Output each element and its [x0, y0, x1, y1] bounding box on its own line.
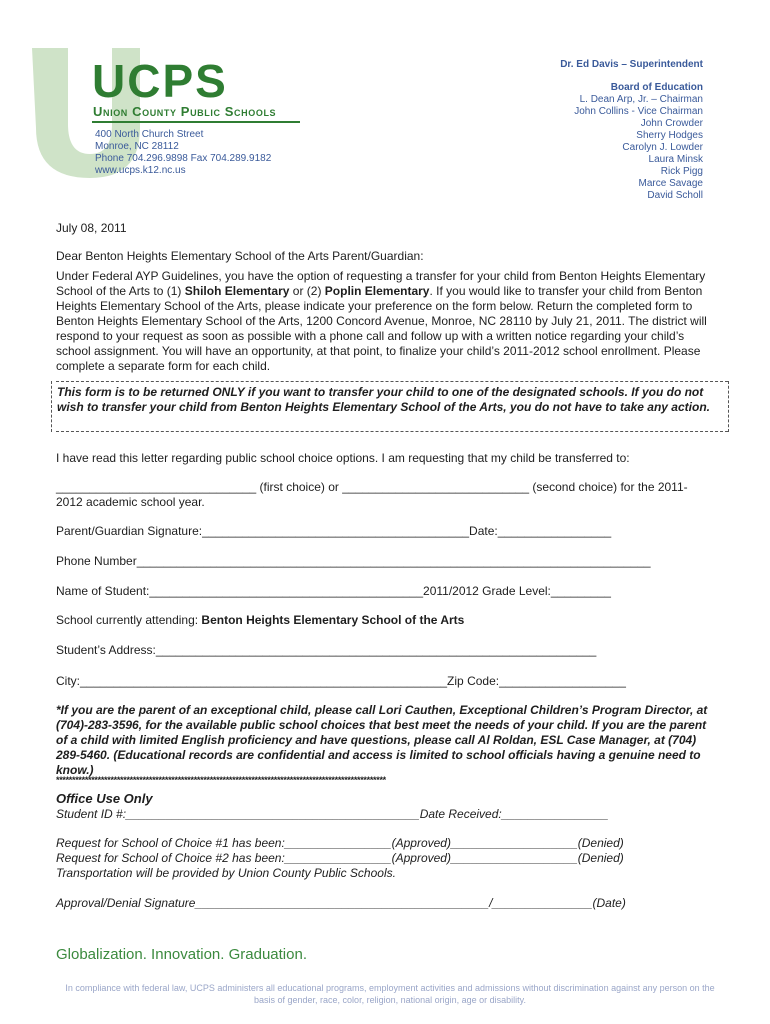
transport-note: Transportation will be provided by Union County Public Schools.: [56, 866, 396, 880]
separator: *******************************************************************************************************: [56, 775, 386, 785]
board-member: David Scholl: [647, 190, 703, 201]
choice-school-2: Poplin Elementary: [324, 284, 430, 298]
letter-paragraph: [56, 269, 718, 374]
logo-rule: [92, 121, 300, 123]
notice-border: [728, 381, 729, 432]
choice-line[interactable]: ______________________________ (first choice) or ____________________________ (second choice) for the 2011-: [56, 480, 688, 494]
notice-border: [51, 381, 52, 432]
choice-school-1: Shiloh Elementary: [184, 284, 290, 298]
request-2-field[interactable]: Request for School of Choice #2 has been:________________(Approved)___________________(Denied): [56, 851, 624, 865]
notice-text: This form is to be returned ONLY if you want to transfer your child to one of the designated schools. If you do not wish to transfer your child from Benton Heights Elementary School of the Arts, you do not have to take any action.: [57, 385, 710, 414]
school-label: School currently attending:: [56, 613, 202, 627]
board-member: Marce Savage: [638, 178, 703, 189]
student-id-field[interactable]: Student ID #:____________________________________________Date Received:________________: [56, 807, 609, 821]
board-member: Rick Pigg: [660, 166, 703, 177]
logo-text: UCPS: [92, 55, 228, 107]
website-link[interactable]: www.ucps.k12.nc.us: [95, 165, 186, 176]
address-field[interactable]: Student’s Address:__________________________________________________________________: [56, 643, 597, 657]
slogan: Globalization. Innovation. Graduation.: [56, 946, 307, 963]
org-address: [95, 129, 271, 177]
approval-signature-field[interactable]: Approval/Denial Signature____________________________________________/_______________(Date): [56, 896, 626, 910]
phone-field[interactable]: Phone Number_____________________________________________________________________________: [56, 554, 651, 568]
city-field[interactable]: City:_______________________________________________________Zip Code:___________________: [56, 674, 626, 688]
office-heading: Office Use Only: [56, 791, 153, 806]
signature-field[interactable]: Parent/Guardian Signature:________________________________________Date:_________________: [56, 524, 612, 538]
notice-border: [56, 381, 728, 382]
notice-border: [56, 431, 728, 432]
superintendent: Dr. Ed Davis – Superintendent: [560, 59, 703, 70]
address-line: Monroe, NC 28112: [95, 141, 179, 152]
exceptional-note: *If you are the parent of an exceptional child, please call Lori Cauthen, Exceptional Children’s Program Director, at (704)-283-3596, for the available public school choices that best meet the needs of your child. If you are the parent of a child with limited English proficiency and have questions, please call Al Roldan, ESL Case Manager, at (704) 289-5460. (Educational records are confidential and access is limited to school officials having a genuine need to know.): [56, 703, 708, 777]
address-line: 400 North Church Street: [95, 129, 204, 140]
board-member: Laura Minsk: [648, 154, 703, 165]
board-list: [560, 59, 703, 202]
board-heading: Board of Education: [610, 82, 703, 93]
choice-line-cont: 2012 academic school year.: [56, 495, 205, 509]
paragraph-text: Under Federal AYP Guidelines, you have the option of requesting a transfer for your child from Benton Heights Elementary School of the Arts to (1): [56, 269, 706, 298]
board-member: John Collins - Vice Chairman: [574, 106, 703, 117]
board-member: Carolyn J. Lowder: [622, 142, 703, 153]
request-1-field[interactable]: Request for School of Choice #1 has been:________________(Approved)___________________(Denied): [56, 836, 624, 850]
school-value: Benton Heights Elementary School of the Arts: [201, 613, 465, 627]
footer-notice: In compliance with federal law, UCPS administers all educational programs, employment activities and admissions without discrimination against any person on the basis of gender, race, color, religion, national origin, age or disability.: [65, 983, 715, 1005]
paragraph-text: or (2): [289, 284, 325, 298]
form-statement: I have read this letter regarding public school choice options. I am requesting that my child be transferred to:: [56, 451, 630, 465]
board-member: L. Dean Arp, Jr. – Chairman: [579, 94, 703, 105]
address-line: Phone 704.296.9898 Fax 704.289.9182: [95, 153, 272, 164]
board-member: John Crowder: [640, 118, 703, 129]
org-name: Union County Public Schools: [93, 104, 277, 119]
board-member: Sherry Hodges: [636, 130, 703, 141]
current-school: [56, 613, 464, 627]
letter-date: July 08, 2011: [56, 221, 127, 235]
paragraph-text: . If you would like to transfer your child from Benton Heights Elementary School of the Arts, please indicate your preference on the form below. Return the completed form to Benton Heights Elementary School of the Arts, 1200 Concord Avenue, Monroe, NC 28110 by July 21, 2011. The district will respond to your request as soon as possible with a phone call and follow up with a written notice regarding your child’s school assignment. You will have an opportunity, at that point, to finalize your child’s 2011-2012 school enrollment. Please complete a separate form for each child.: [56, 284, 707, 373]
salutation: Dear Benton Heights Elementary School of the Arts Parent/Guardian:: [56, 249, 424, 263]
student-name-field[interactable]: Name of Student:_________________________________________2011/2012 Grade Level:_________: [56, 584, 611, 598]
